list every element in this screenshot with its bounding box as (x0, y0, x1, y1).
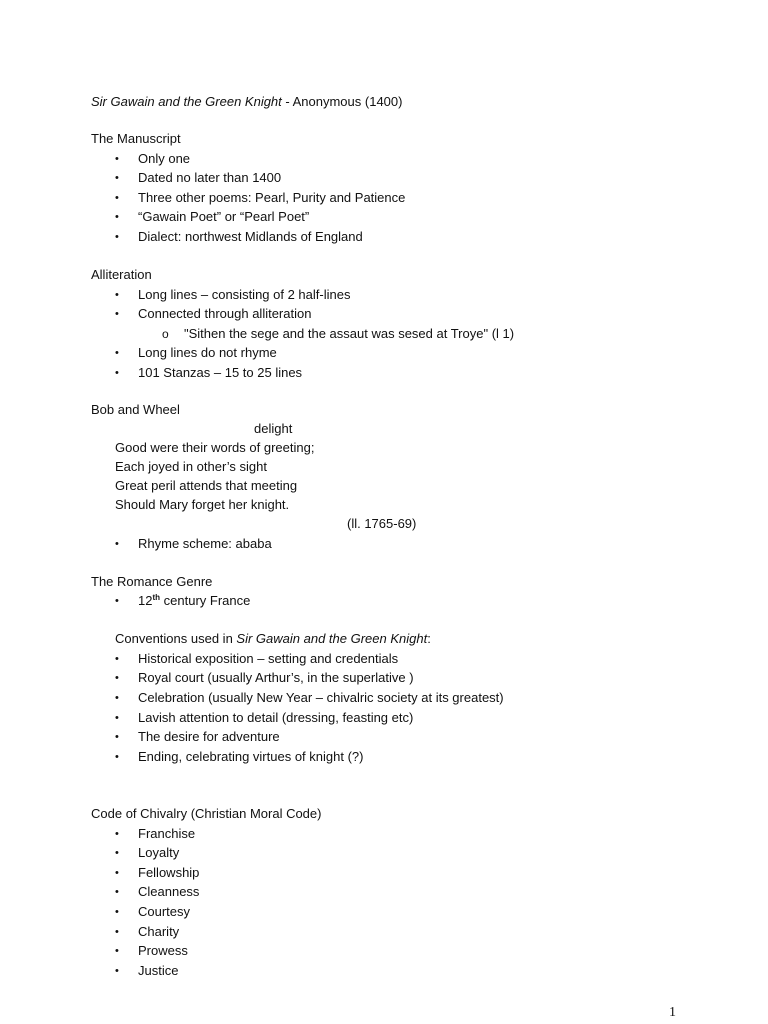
alliteration-item: Connected through alliteration (138, 306, 312, 321)
convention-item: Ending, celebrating virtues of knight (?) (138, 749, 364, 764)
chivalry-item: Cleanness (138, 884, 200, 899)
bullet-icon: • (115, 712, 119, 724)
conventions-intro (115, 631, 431, 647)
bullet-icon: • (115, 231, 119, 243)
bullet-icon: • (115, 595, 119, 607)
manuscript-item: Dated no later than 1400 (138, 170, 282, 185)
bullet-icon: • (115, 828, 119, 840)
bullet-icon: • (115, 692, 119, 704)
bullet-icon: • (115, 347, 119, 359)
chivalry-item: Franchise (138, 826, 196, 841)
bullet-icon: • (115, 886, 119, 898)
wheel-line: Should Mary forget her knight. (115, 497, 290, 512)
bob-wheel-item: Rhyme scheme: ababa (138, 536, 272, 551)
wheel-line: Good were their words of greeting; (115, 440, 315, 455)
alliteration-quote: "Sithen the sege and the assaut was sesed at Troye" (l 1) (184, 326, 515, 341)
convention-item: The desire for adventure (138, 729, 280, 744)
bullet-icon: • (115, 847, 119, 859)
alliteration-item: Long lines do not rhyme (138, 345, 277, 360)
convention-item: Royal court (usually Arthur’s, in the superlative ) (138, 670, 414, 685)
bullet-icon: • (115, 945, 119, 957)
century-number: 12 (138, 593, 153, 608)
document-title (91, 94, 402, 110)
line-citation: (ll. 1765-69) (347, 516, 417, 531)
section-heading-bob-wheel: Bob and Wheel (91, 402, 180, 417)
conventions-work-title: Sir Gawain and the Green Knight (236, 631, 428, 646)
bullet-icon: • (115, 906, 119, 918)
manuscript-item: Three other poems: Pearl, Purity and Patience (138, 190, 406, 205)
bullet-icon: • (115, 153, 119, 165)
title-work: Sir Gawain and the Green Knight (91, 94, 282, 109)
convention-item: Lavish attention to detail (dressing, feasting etc) (138, 710, 414, 725)
bullet-icon: • (115, 192, 119, 204)
century-text: century France (160, 593, 251, 608)
bullet-icon: • (115, 926, 119, 938)
bullet-icon: • (115, 965, 119, 977)
convention-item: Historical exposition – setting and credentials (138, 651, 399, 666)
bob-line: delight (254, 421, 293, 436)
section-heading-romance: The Romance Genre (91, 574, 213, 589)
chivalry-item: Fellowship (138, 865, 200, 880)
bullet-icon: • (115, 538, 119, 550)
chivalry-item: Charity (138, 924, 180, 939)
bullet-icon: • (115, 289, 119, 301)
section-heading-alliteration: Alliteration (91, 267, 152, 282)
alliteration-item: 101 Stanzas – 15 to 25 lines (138, 365, 303, 380)
chivalry-item: Justice (138, 963, 179, 978)
bullet-icon: • (115, 172, 119, 184)
bullet-icon: • (115, 211, 119, 223)
bullet-icon: • (115, 867, 119, 879)
alliteration-item: Long lines – consisting of 2 half-lines (138, 287, 351, 302)
bullet-icon: • (115, 653, 119, 665)
title-author-date: - Anonymous (1400) (281, 94, 403, 109)
conventions-prefix: Conventions used in (115, 631, 237, 646)
section-heading-manuscript: The Manuscript (91, 131, 181, 146)
chivalry-item: Courtesy (138, 904, 191, 919)
sub-bullet-icon: o (162, 327, 169, 341)
romance-origin-item (138, 593, 250, 611)
bullet-icon: • (115, 672, 119, 684)
manuscript-item: “Gawain Poet” or “Pearl Poet” (138, 209, 310, 224)
wheel-line: Each joyed in other’s sight (115, 459, 268, 474)
page-number: 1 (669, 1005, 676, 1020)
conventions-suffix: : (427, 631, 431, 646)
century-ordinal: th (152, 593, 161, 602)
chivalry-item: Loyalty (138, 845, 180, 860)
bullet-icon: • (115, 731, 119, 743)
convention-item: Celebration (usually New Year – chivalric society at its greatest) (138, 690, 504, 705)
bullet-icon: • (115, 308, 119, 320)
manuscript-item: Dialect: northwest Midlands of England (138, 229, 363, 244)
section-heading-chivalry: Code of Chivalry (Christian Moral Code) (91, 806, 322, 821)
manuscript-item: Only one (138, 151, 191, 166)
wheel-line: Great peril attends that meeting (115, 478, 298, 493)
bullet-icon: • (115, 367, 119, 379)
chivalry-item: Prowess (138, 943, 188, 958)
bullet-icon: • (115, 751, 119, 763)
